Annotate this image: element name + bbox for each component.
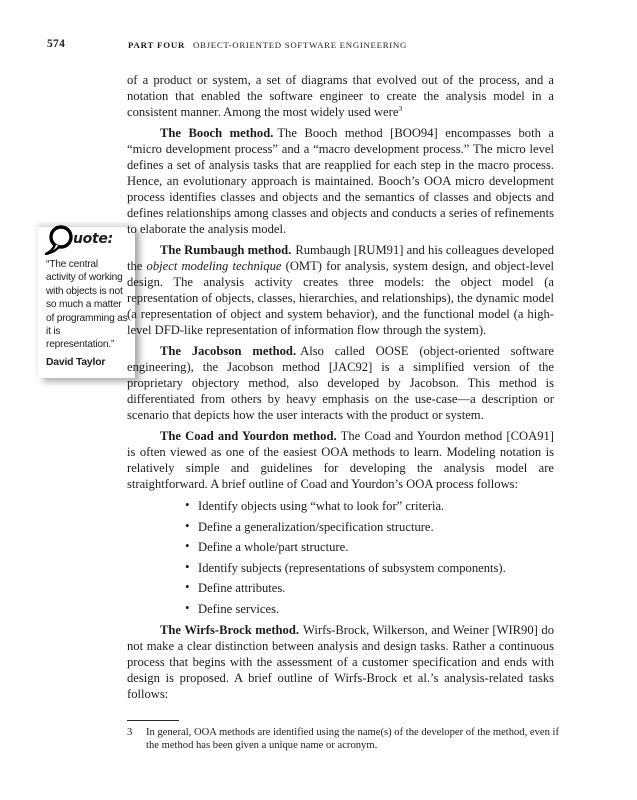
page-number: 574 — [47, 38, 66, 50]
section-heading-jacobson: The Jacobson method. — [160, 344, 297, 358]
main-text-column — [127, 72, 554, 702]
part-title: OBJECT-ORIENTED SOFTWARE ENGINEERING — [193, 40, 407, 50]
list-item: • Define attributes. — [185, 580, 554, 596]
quote-sidebar — [38, 227, 135, 378]
section-coad-yourdon — [127, 428, 554, 492]
part-label: PART FOUR — [128, 40, 186, 50]
footnote-rule — [127, 720, 179, 721]
section-booch — [127, 125, 554, 237]
section-body-jacobson: Also called OOSE (object-oriented software engineering), the Jacobson method [JAC92] is a simplified version of the proprietary objectory method, also developed by Jacobson. This method is differentiated from others by heavy emphasis on the use-case—a description or scenario that depicts how the user interacts with the product or system. — [127, 344, 554, 422]
list-item: • Identify subjects (representations of subsystem components). — [185, 560, 554, 576]
section-body-wirfs-brock: Wirfs-Brock, Wilkerson, and Weiner [WIR90] do not make a clear distinction between analysis and design tasks. Rather a continuous process that begins with the assessment of a customer specification and ends with design is proposed. A brief outline of Wirfs-Brock et al.’s analysis-related tasks follows: — [127, 622, 554, 701]
section-body-booch: The Booch method [BOO94] encompasses both a “micro development process” and a “macro development process.” The micro level defines a set of analysis tasks that are reapplied for each step in the macro process. Hence, an evolutionary approach is maintained. Booch’s OOA micro development process identifies classes and objects and the semantics of classes and objects and defines relationships among classes and objects and conducts a series of refinements to elaborate the analysis model. — [127, 126, 554, 236]
quote-attribution: David Taylor — [46, 356, 106, 368]
speech-bubble-q-icon — [44, 224, 76, 255]
section-heading-booch: The Booch method. — [160, 126, 274, 140]
section-body-rumbaugh-pre: Rumbaugh [RUM91] and his colleagues developed the — [127, 243, 555, 273]
omt-italic-term: object modeling technique — [146, 259, 282, 273]
list-item: • Define a whole/part structure. — [185, 539, 554, 555]
footnote — [127, 726, 561, 753]
section-body-coad-yourdon: The Coad and Yourdon method [COA91] is often viewed as one of the easiest OOA methods to learn. Modeling notation is relatively simple and guidelines for developing the analysis model are straightforward. A brief outline of Coad and Yourdon’s OOA process follows: — [127, 429, 554, 491]
section-rumbaugh — [127, 242, 554, 338]
quote-text: “The central activity of working with objects is not so much a matter of programming as it is representation.” — [46, 259, 128, 351]
section-heading-coad-yourdon: The Coad and Yourdon method. — [160, 429, 337, 443]
section-heading-wirfs-brock: The Wirfs-Brock method. — [160, 622, 299, 637]
footnote-ref: 3 — [398, 103, 403, 113]
intro-paragraph — [127, 72, 554, 120]
list-item: • Define a generalization/specification structure. — [185, 519, 554, 535]
section-heading-rumbaugh: The Rumbaugh method. — [160, 243, 292, 257]
footnote-marker: 3 — [127, 727, 133, 738]
section-wirfs-brock — [127, 622, 554, 702]
footnote-text: In general, OOA methods are identified using the name(s) of the developer of the method, even if the method has been given a unique name or acronym. — [146, 727, 560, 752]
section-jacobson — [127, 343, 554, 423]
coad-yourdon-process-list — [185, 498, 554, 617]
list-item: • Define services. — [185, 601, 554, 617]
list-item: • Identify objects using “what to look for” criteria. — [185, 498, 554, 514]
quote-heading-text: uote: — [73, 231, 113, 247]
quote-heading — [46, 224, 129, 254]
intro-text: of a product or system, a set of diagrams that evolved out of the process, and a notation that enabled the software engineer to create the analysis model in a consistent manner. Among the most widely used were — [127, 73, 554, 119]
section-body-rumbaugh-post: (OMT) for analysis, system design, and object-level design. The analysis activity creates three models: the object model (a representation of objects, classes, hierarchies, and relationships), the dynamic model (a representation of object and system behavior), and the functional model (a high-level DFD-like representation of information flow through the system). — [127, 259, 554, 337]
